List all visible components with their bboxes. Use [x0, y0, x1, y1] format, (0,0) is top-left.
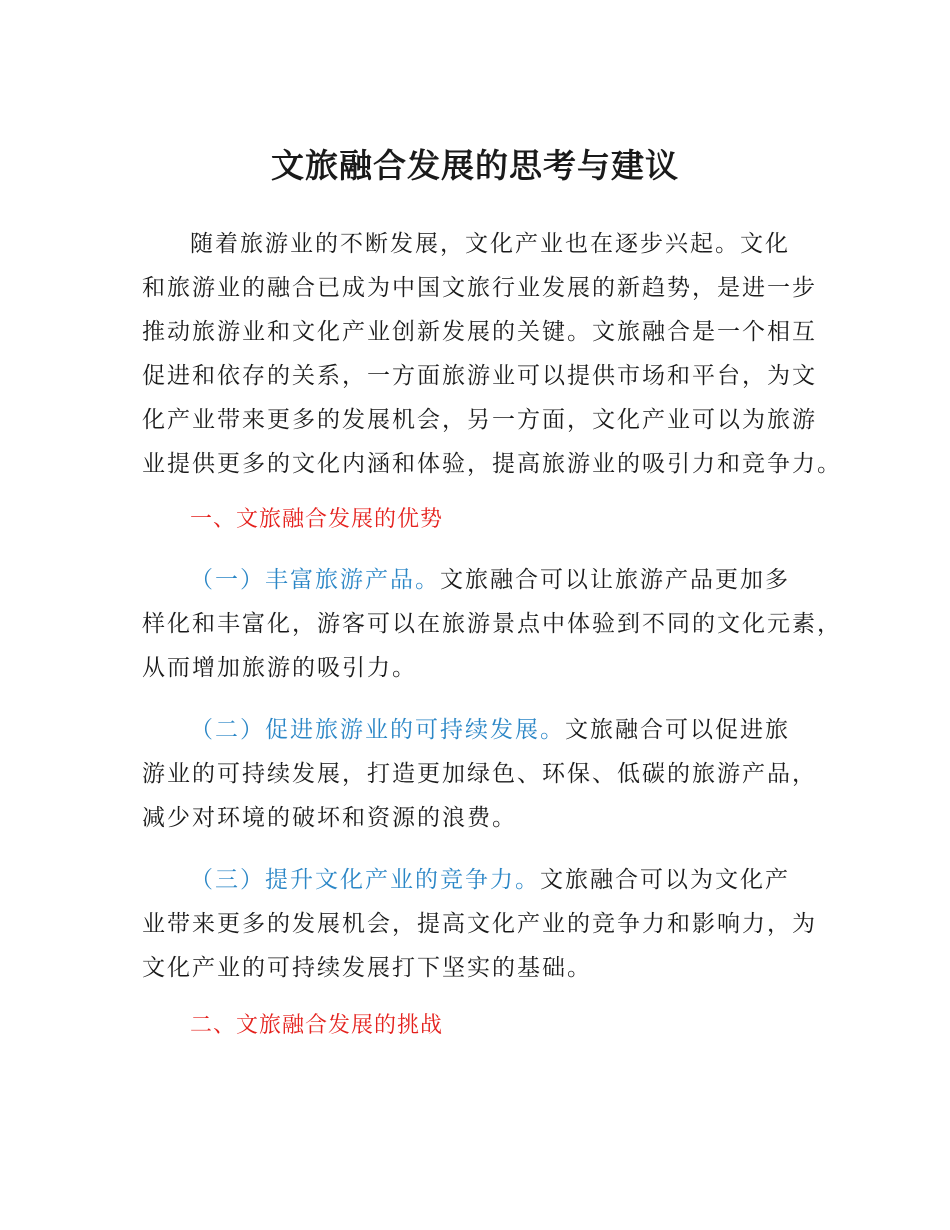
- paragraph-line: 减少对环境的破坏和资源的浪费。: [142, 805, 517, 831]
- advantage-paragraph-1: [142, 558, 842, 690]
- document-title: 文旅融合发展的思考与建议: [271, 146, 679, 185]
- paragraph-line: 从而增加旅游的吸引力。: [142, 655, 417, 681]
- paragraph-line: 文化产业的可持续发展打下坚实的基础。: [142, 955, 592, 981]
- paragraph-line: 促进和依存的关系，一方面旅游业可以提供市场和平台，为文: [142, 363, 817, 389]
- paragraph-line: 业带来更多的发展机会，提高文化产业的竞争力和影响力，为: [142, 911, 817, 937]
- paragraph-line: 推动旅游业和文化产业创新发展的关键。文旅融合是一个相互: [142, 319, 817, 345]
- paragraph-text: 文旅融合可以为文化产: [540, 867, 790, 893]
- subheading-lead: （三）提升文化产业的竞争力。: [190, 867, 540, 893]
- paragraph-line: [142, 708, 822, 752]
- subheading-lead: （一）丰富旅游产品。: [190, 567, 440, 593]
- intro-paragraph: [142, 222, 842, 486]
- advantage-paragraph-2: [142, 708, 822, 840]
- section-heading-challenges: 二、文旅融合发展的挑战: [190, 1013, 444, 1038]
- advantage-paragraph-3: [142, 858, 822, 990]
- paragraph-line: 化产业带来更多的发展机会，另一方面，文化产业可以为旅游: [142, 407, 817, 433]
- paragraph-line: 随着旅游业的不断发展，文化产业也在逐步兴起。文化: [190, 231, 790, 257]
- paragraph-line: [142, 558, 822, 602]
- paragraph-text: 文旅融合可以让旅游产品更加多: [440, 567, 790, 593]
- section-heading-advantages: 一、文旅融合发展的优势: [190, 507, 444, 532]
- paragraph-line: 样化和丰富化，游客可以在旅游景点中体验到不同的文化元素，: [142, 611, 842, 637]
- paragraph-line: [142, 858, 822, 902]
- subheading-lead: （二）促进旅游业的可持续发展。: [190, 717, 565, 743]
- paragraph-line: 和旅游业的融合已成为中国文旅行业发展的新趋势，是进一步: [142, 275, 817, 301]
- paragraph-line: 业提供更多的文化内涵和体验，提高旅游业的吸引力和竞争力。: [142, 451, 842, 477]
- paragraph-text: 文旅融合可以促进旅: [565, 717, 790, 743]
- paragraph-line: 游业的可持续发展，打造更加绿色、环保、低碳的旅游产品，: [142, 761, 817, 787]
